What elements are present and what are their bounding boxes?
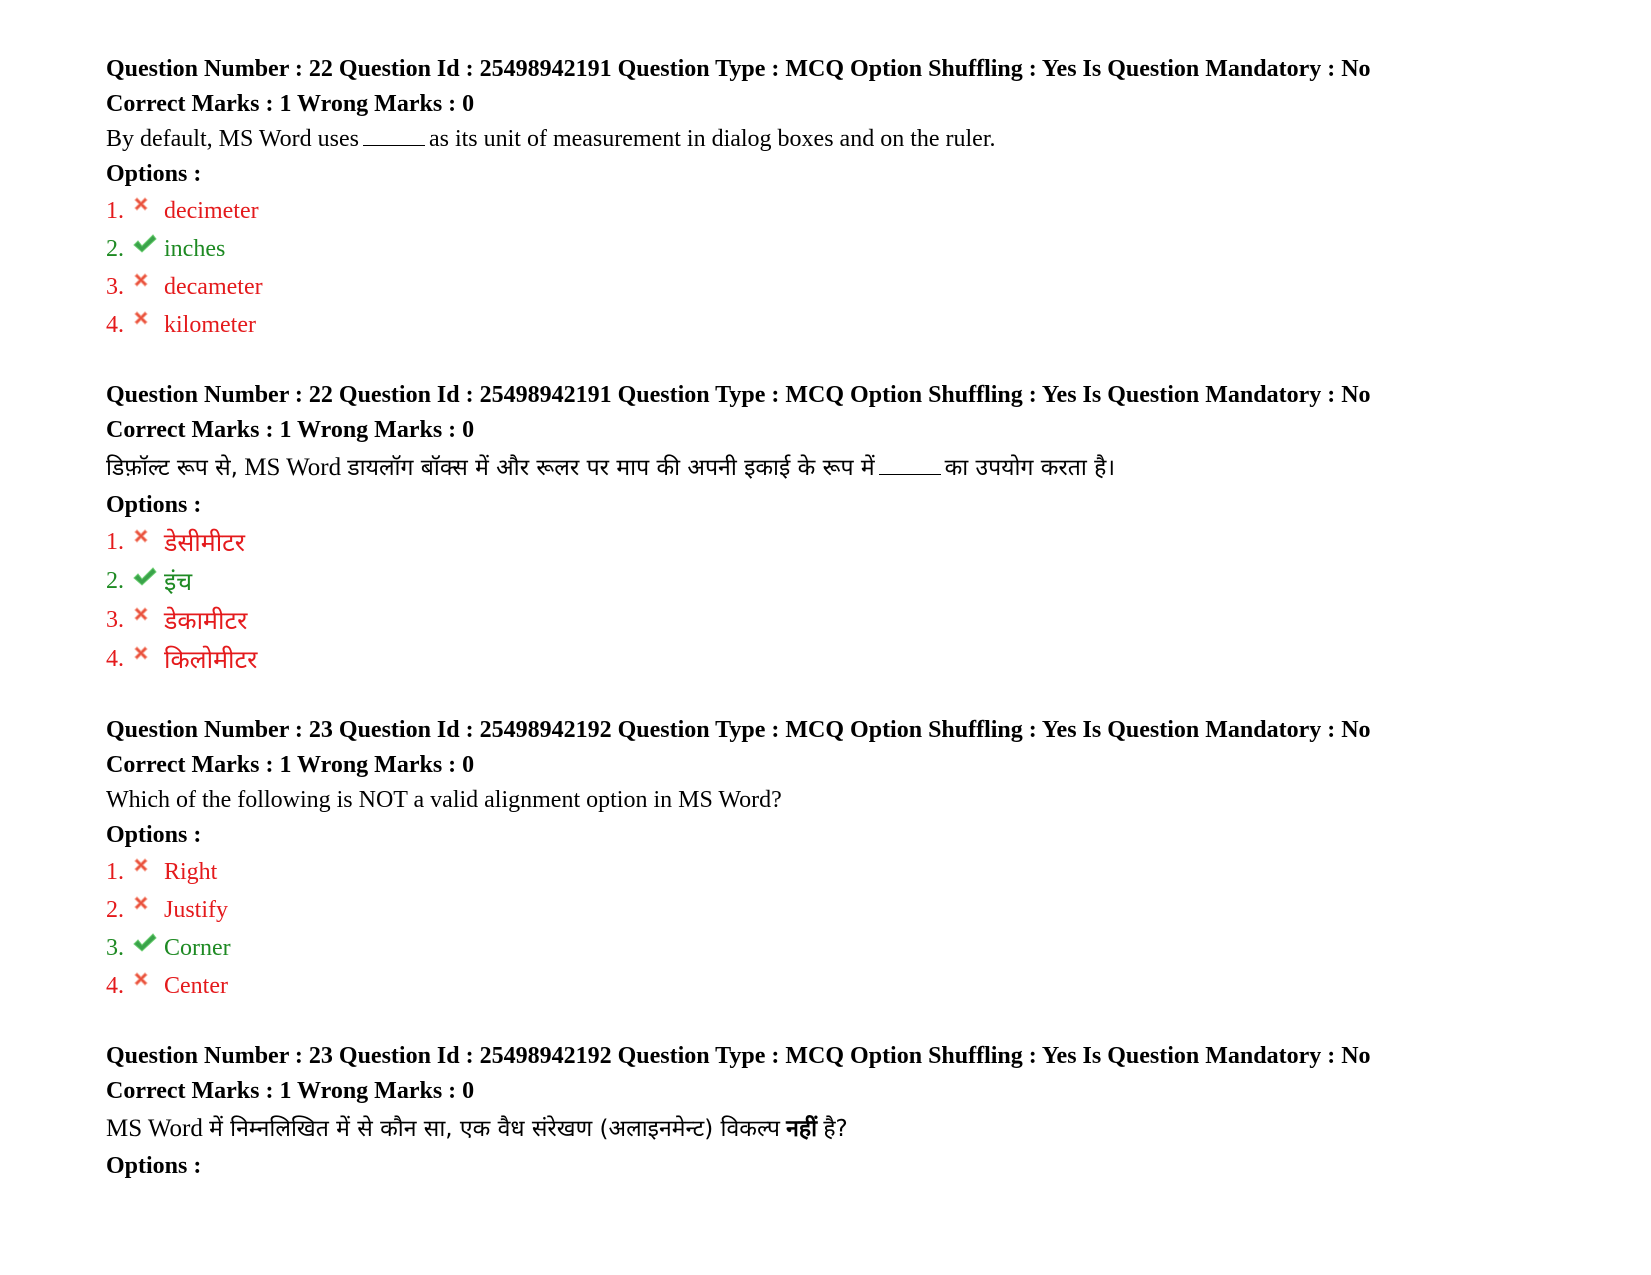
question-text-part: है? xyxy=(823,1116,848,1142)
option-item xyxy=(106,523,1606,562)
question-paper xyxy=(106,52,1606,1218)
options-list xyxy=(106,523,1606,679)
question-marks: Correct Marks : 1 Wrong Marks : 0 xyxy=(106,91,475,117)
cross-icon xyxy=(132,856,162,880)
option-item xyxy=(106,601,1606,640)
question-meta: Question Number : 23 Question Id : 25498942192 Question Type : MCQ Option Shuffling : Yes Is Question Mandatory : No xyxy=(106,717,1371,743)
option-item xyxy=(106,268,1606,306)
option-item xyxy=(106,967,1606,1005)
option-number: 2. xyxy=(106,236,124,262)
cross-icon xyxy=(132,644,162,668)
options-list xyxy=(106,192,1606,344)
option-number: 3. xyxy=(106,935,124,961)
question-meta: Question Number : 22 Question Id : 25498942191 Question Type : MCQ Option Shuffling : Yes Is Question Mandatory : No xyxy=(106,56,1371,82)
question-text: Which of the following is NOT a valid alignment option in MS Word? xyxy=(106,787,782,813)
cross-icon xyxy=(132,894,162,918)
option-text: Corner xyxy=(164,935,231,961)
option-number: 2. xyxy=(106,897,124,923)
option-number: 1. xyxy=(106,198,124,224)
question-text-emphasis: नहीं xyxy=(786,1116,818,1142)
option-number: 4. xyxy=(106,646,124,672)
question-text-part: में निम्नलिखित में से कौन सा, एक वैध संरेखण (अलाइनमेन्ट) विकल्प xyxy=(209,1116,780,1142)
cross-icon xyxy=(132,309,162,333)
cross-icon xyxy=(132,195,162,219)
option-item xyxy=(106,640,1606,679)
option-item xyxy=(106,230,1606,268)
option-text: Justify xyxy=(164,897,229,923)
option-item xyxy=(106,562,1606,601)
option-text: Right xyxy=(164,859,218,885)
question-text-before: By default, MS Word uses xyxy=(106,126,359,152)
question-text xyxy=(106,1109,1606,1149)
question-text-part: का उपयोग करता है। xyxy=(944,455,1116,481)
question-text-after: as its unit of measurement in dialog boxes and on the ruler. xyxy=(428,126,996,152)
question-block xyxy=(106,378,1606,679)
option-number: 3. xyxy=(106,274,124,300)
question-meta: Question Number : 22 Question Id : 25498942191 Question Type : MCQ Option Shuffling : Yes Is Question Mandatory : No xyxy=(106,382,1371,408)
option-text: किलोमीटर xyxy=(164,645,258,674)
question-block xyxy=(106,713,1606,1005)
question-marks: Correct Marks : 1 Wrong Marks : 0 xyxy=(106,752,475,778)
check-icon xyxy=(132,566,162,590)
question-marks: Correct Marks : 1 Wrong Marks : 0 xyxy=(106,1078,475,1104)
option-text: डेसीमीटर xyxy=(164,528,246,557)
options-list xyxy=(106,853,1606,1005)
option-number: 1. xyxy=(106,859,124,885)
question-text-part: डायलॉग बॉक्स में और रूलर पर माप की अपनी इकाई के रूप में xyxy=(347,455,875,481)
fill-blank xyxy=(879,473,941,475)
option-item xyxy=(106,192,1606,230)
question-block xyxy=(106,52,1606,344)
option-text: inches xyxy=(164,236,226,262)
check-icon xyxy=(132,233,162,257)
cross-icon xyxy=(132,271,162,295)
option-text: decimeter xyxy=(164,198,259,224)
options-label: Options : xyxy=(106,492,202,518)
options-label: Options : xyxy=(106,822,202,848)
question-text-part: MS Word xyxy=(238,454,348,481)
options-label: Options : xyxy=(106,161,202,187)
question-block xyxy=(106,1039,1606,1184)
cross-icon xyxy=(132,527,162,551)
option-number: 4. xyxy=(106,312,124,338)
option-text: kilometer xyxy=(164,312,256,338)
question-text-part: MS Word xyxy=(106,1115,210,1142)
option-number: 1. xyxy=(106,529,124,555)
cross-icon xyxy=(132,605,162,629)
question-text-part: डिफ़ॉल्ट रूप से, xyxy=(106,455,238,481)
option-text: decameter xyxy=(164,274,263,300)
option-text: Center xyxy=(164,973,228,999)
question-text xyxy=(106,448,1606,488)
option-number: 2. xyxy=(106,568,124,594)
option-number: 4. xyxy=(106,973,124,999)
option-text: डेकामीटर xyxy=(164,606,248,635)
option-item xyxy=(106,929,1606,967)
option-item xyxy=(106,306,1606,344)
option-item xyxy=(106,853,1606,891)
option-text: इंच xyxy=(164,567,193,596)
question-marks: Correct Marks : 1 Wrong Marks : 0 xyxy=(106,417,475,443)
options-label: Options : xyxy=(106,1153,202,1179)
question-meta: Question Number : 23 Question Id : 25498942192 Question Type : MCQ Option Shuffling : Yes Is Question Mandatory : No xyxy=(106,1043,1371,1069)
option-item xyxy=(106,891,1606,929)
cross-icon xyxy=(132,970,162,994)
fill-blank xyxy=(363,144,425,146)
check-icon xyxy=(132,932,162,956)
option-number: 3. xyxy=(106,607,124,633)
question-text xyxy=(106,122,1606,157)
